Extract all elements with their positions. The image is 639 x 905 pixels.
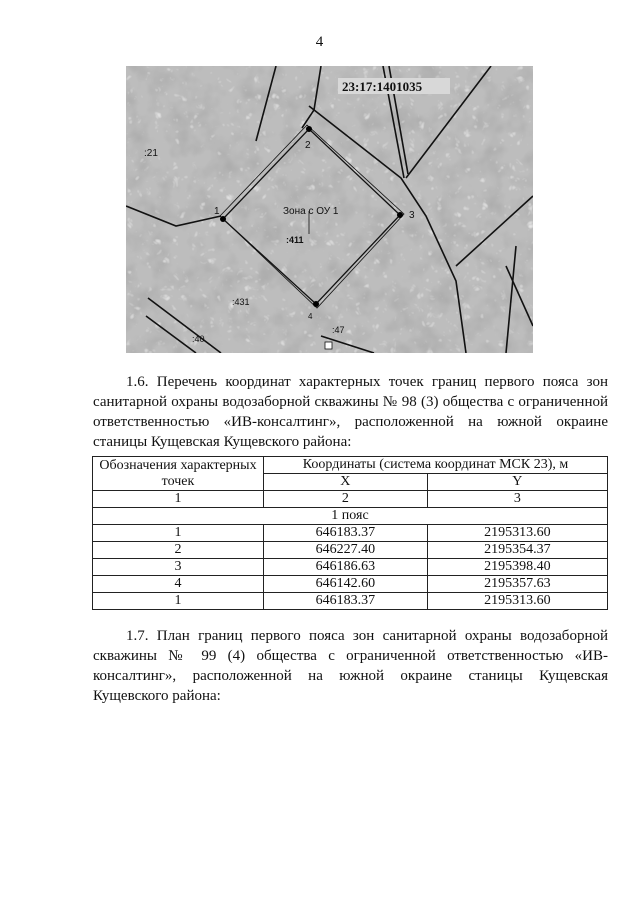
parcel-label-40: :40 <box>192 334 205 344</box>
parcel-label-431: :431 <box>232 297 250 307</box>
x-cell: 646142.60 <box>264 576 428 593</box>
parcel-label-21: :21 <box>144 148 158 159</box>
cadastral-block-label: 23:17:1401035 <box>342 79 423 94</box>
y-cell: 2195354.37 <box>427 542 607 559</box>
x-cell: 646183.37 <box>264 525 428 542</box>
header-points: Обозначения характерных точек <box>93 457 264 491</box>
point-cell: 4 <box>93 576 264 593</box>
section-1-7-paragraph: 1.7. План границ первого пояса зон санитарной охраны водозаборной скважины № 99 (4) общества с ограниченной ответственностью «ИВ-консалтинг», расположенной на южной окраине станицы Кущевская Кущевского района: <box>93 628 608 704</box>
point-3-label: 3 <box>409 210 415 221</box>
parcel-label-411: :411 <box>286 235 304 245</box>
point-cell: 3 <box>93 559 264 576</box>
x-cell: 646186.63 <box>264 559 428 576</box>
point-cell: 1 <box>93 525 264 542</box>
point-4-label: 4 <box>308 312 313 321</box>
point-1-label: 1 <box>214 206 220 217</box>
table-row <box>93 576 608 593</box>
parcel-label-47: :47 <box>332 325 345 335</box>
colnum-2: 2 <box>264 491 428 508</box>
table-colnum-row <box>93 491 608 508</box>
colnum-3: 3 <box>427 491 607 508</box>
point-2-label: 2 <box>305 140 311 151</box>
cadastral-map <box>126 66 533 353</box>
y-cell: 2195398.40 <box>427 559 607 576</box>
table-row <box>93 593 608 610</box>
section-1-6-paragraph: 1.6. Перечень координат характерных точек границ первого пояса зон санитарной охраны водозаборной скважины № 98 (3) общества с ограниченной ответственностью «ИВ-консалтинг», расположенной на южной окраине станицы Кущевская Кущевского района: <box>93 374 608 450</box>
zone-label: Зона с ОУ 1 <box>283 206 339 217</box>
y-cell: 2195357.63 <box>427 576 607 593</box>
table-row <box>93 525 608 542</box>
point-cell: 1 <box>93 593 264 610</box>
point-cell: 2 <box>93 542 264 559</box>
table-row <box>93 542 608 559</box>
y-cell: 2195313.60 <box>427 593 607 610</box>
x-cell: 646183.37 <box>264 593 428 610</box>
x-cell: 646227.40 <box>264 542 428 559</box>
header-x: X <box>264 474 428 491</box>
belt-label: 1 пояс <box>93 508 608 525</box>
page-number: 4 <box>315 34 324 50</box>
table-header-row <box>93 457 608 474</box>
coordinates-table <box>92 456 608 610</box>
header-y: Y <box>427 474 607 491</box>
header-coords: Координаты (система координат МСК 23), м <box>264 457 608 474</box>
colnum-1: 1 <box>93 491 264 508</box>
table-row <box>93 559 608 576</box>
map-drawing <box>126 66 533 353</box>
table-belt-row <box>93 508 608 525</box>
y-cell: 2195313.60 <box>427 525 607 542</box>
